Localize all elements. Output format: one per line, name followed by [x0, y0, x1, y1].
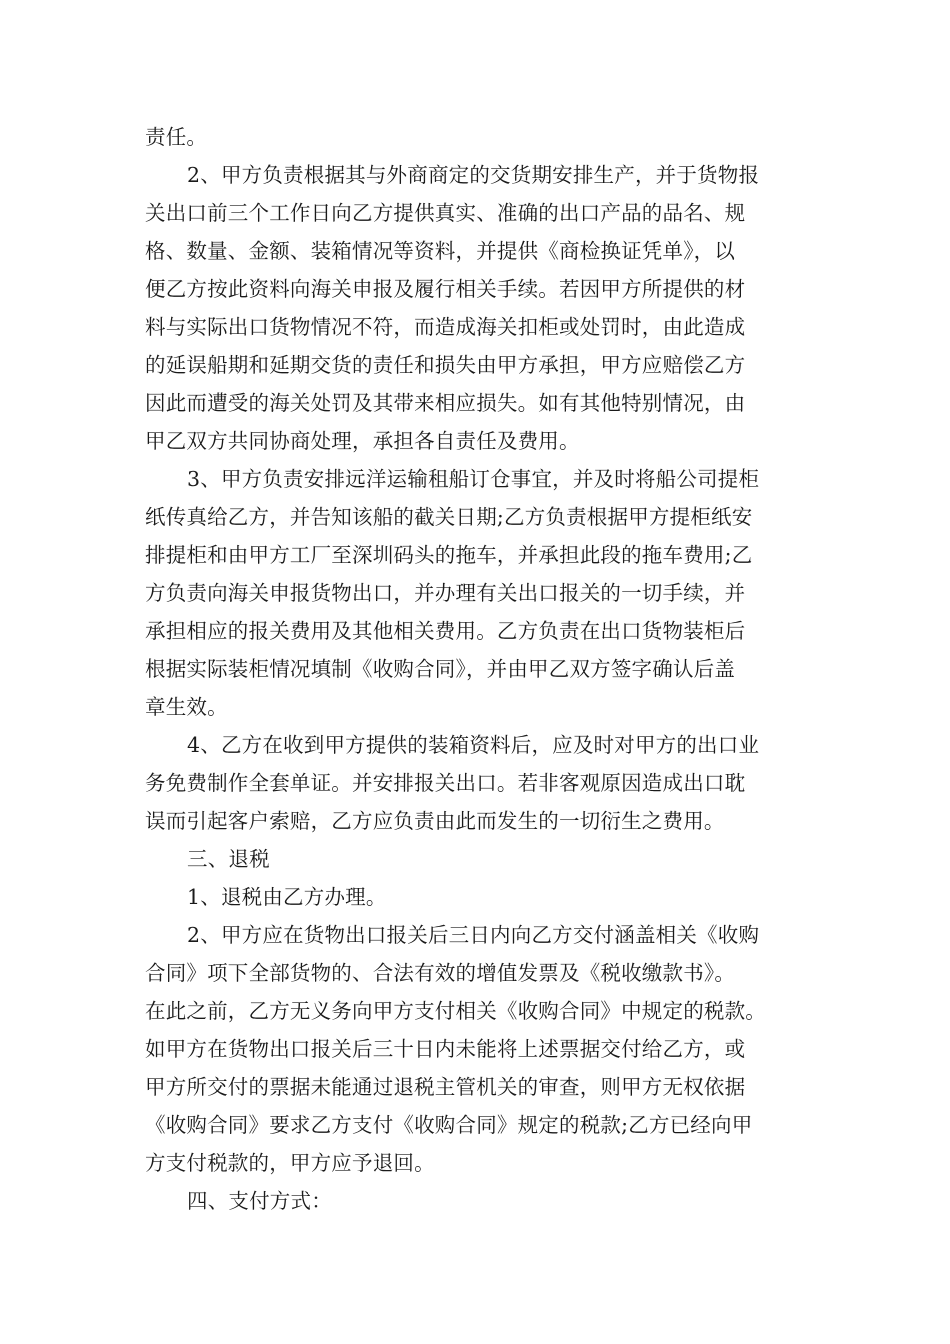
- tax-clause-2-line: 2、甲方应在货物出口报关后三日内向乙方交付涵盖相关《收购: [187, 923, 760, 947]
- paragraph-3-line: 3、甲方负责安排远洋运输租船订仓事宜，并及时将船公司提柜: [187, 467, 760, 491]
- section-heading-payment: 四、支付方式：: [187, 1189, 332, 1213]
- text-line: 因此而遭受的海关处罚及其带来相应损失。如有其他特别情况，由: [145, 391, 746, 415]
- text-line: 《收购合同》要求乙方支付《收购合同》规定的税款;乙方已经向甲: [145, 1113, 753, 1137]
- text-line: 章生效。: [145, 695, 228, 719]
- text-line: 在此之前，乙方无义务向甲方支付相关《收购合同》中规定的税款。: [145, 999, 766, 1023]
- text-line: 甲方所交付的票据未能通过退税主管机关的审查，则甲方无权依据: [145, 1075, 746, 1099]
- text-line: 关出口前三个工作日向乙方提供真实、准确的出口产品的品名、规: [145, 201, 746, 225]
- text-line: 误而引起客户索赔，乙方应负责由此而发生的一切衍生之费用。: [145, 809, 725, 833]
- document-body: [145, 118, 817, 1220]
- text-line: 合同》项下全部货物的、合法有效的增值发票及《税收缴款书》。: [145, 961, 736, 985]
- text-line: 如甲方在货物出口报关后三十日内未能将上述票据交付给乙方，或: [145, 1037, 746, 1061]
- text-line: 的延误船期和延期交货的责任和损失由甲方承担，甲方应赔偿乙方: [145, 353, 746, 377]
- text-line: 方支付税款的，甲方应予退回。: [145, 1151, 435, 1175]
- text-line: 排提柜和由甲方工厂至深圳码头的拖车，并承担此段的拖车费用;乙: [145, 543, 753, 567]
- text-line: 承担相应的报关费用及其他相关费用。乙方负责在出口货物装柜后: [145, 619, 746, 643]
- text-line: 责任。: [145, 125, 208, 149]
- text-line: 甲乙双方共同协商处理，承担各自责任及费用。: [145, 429, 580, 453]
- text-line: 务免费制作全套单证。并安排报关出口。若非客观原因造成出口耽: [145, 771, 746, 795]
- paragraph-2-line: 2、甲方负责根据其与外商商定的交货期安排生产，并于货物报: [187, 163, 760, 187]
- text-line: 便乙方按此资料向海关申报及履行相关手续。若因甲方所提供的材: [145, 277, 746, 301]
- paragraph-4-line: 4、乙方在收到甲方提供的装箱资料后，应及时对甲方的出口业: [187, 733, 760, 757]
- text-line: 纸传真给乙方，并告知该船的截关日期;乙方负责根据甲方提柜纸安: [145, 505, 753, 529]
- tax-clause-1: 1、退税由乙方办理。: [187, 885, 387, 909]
- text-line: 料与实际出口货物情况不符，而造成海关扣柜或处罚时，由此造成: [145, 315, 746, 339]
- text-line: 格、数量、金额、装箱情况等资料，并提供《商检换证凭单》，以: [145, 239, 736, 263]
- text-line: 根据实际装柜情况填制《收购合同》，并由甲乙双方签字确认后盖: [145, 657, 736, 681]
- text-line: 方负责向海关申报货物出口，并办理有关出口报关的一切手续，并: [145, 581, 746, 605]
- section-heading-tax-refund: 三、退税: [187, 847, 270, 871]
